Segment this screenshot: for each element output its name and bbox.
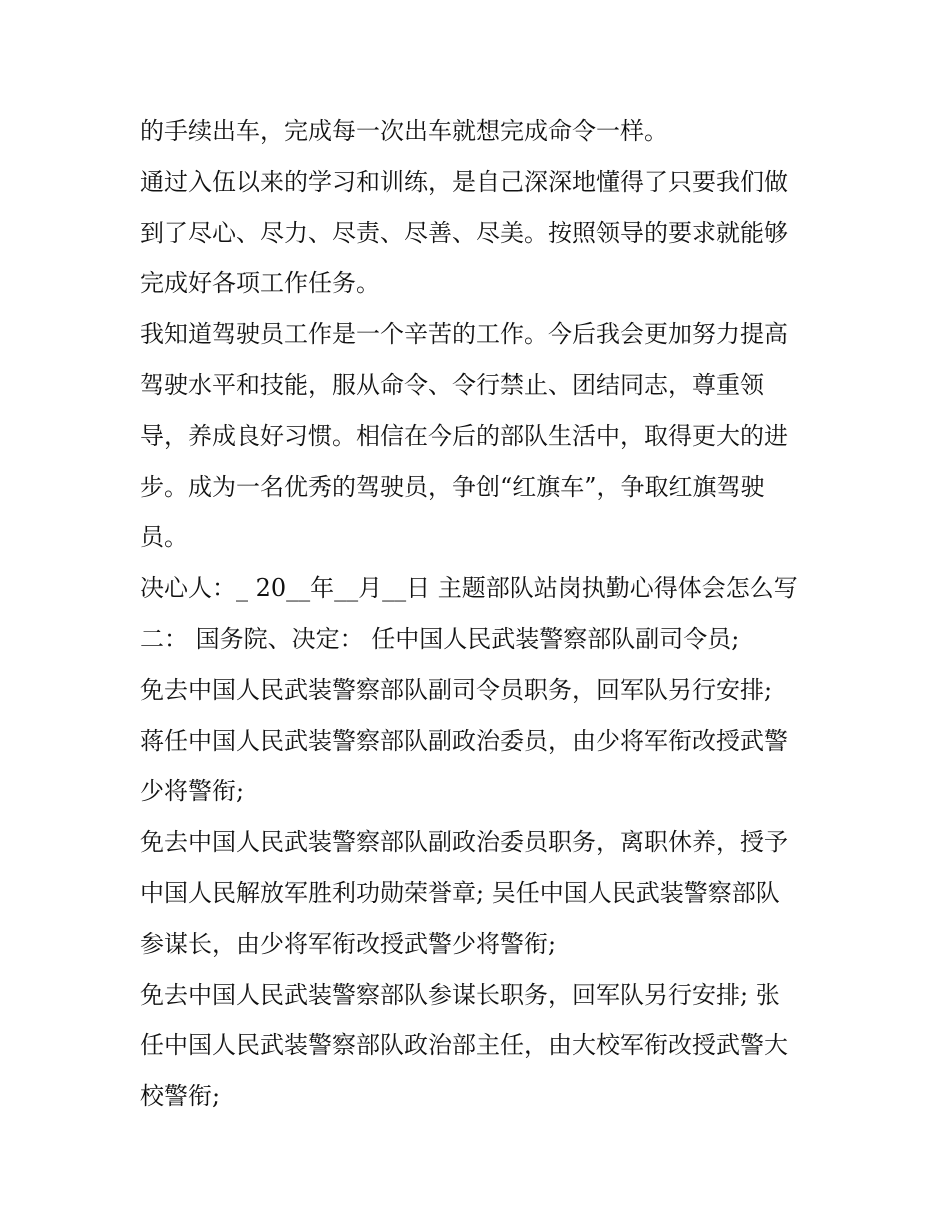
text-line: 少将警衔; <box>140 777 245 806</box>
text-line: 通过入伍以来的学习和训练，是自己深深地懂得了只要我们做 <box>140 167 788 196</box>
text-line: 二： 国务院、决定： 任中国人民武装警察部队副司令员; <box>140 624 740 653</box>
text-line: 员。 <box>140 523 188 552</box>
text-line: 导，养成良好习惯。相信在今后的部队生活中，取得更大的进 <box>140 421 788 450</box>
text-line: 校警衔; <box>140 1082 221 1111</box>
document-body <box>140 106 820 1122</box>
text-line: 的手续出车，完成每一次出车就想完成命令一样。 <box>140 117 668 145</box>
text-line: 免去中国人民武装警察部队副司令员职务，回军队另行安排; <box>140 675 773 704</box>
text-line: 完成好各项工作任务。 <box>140 269 380 298</box>
text-line: 我知道驾驶员工作是一个辛苦的工作。今后我会更加努力提高 <box>140 320 788 349</box>
text-line: 中国人民解放军胜利功勋荣誉章; 吴任中国人民武装警察部队 <box>140 878 780 907</box>
text-line: 任中国人民武装警察部队政治部主任，由大校军衔改授武警大 <box>140 1031 788 1060</box>
text-line: 到了尽心、尽力、尽责、尽善、尽美。按照领导的要求就能够 <box>140 218 788 247</box>
text-line: 参谋长，由少将军衔改授武警少将警衔; <box>140 929 557 958</box>
text-line: 蒋任中国人民武装警察部队副政治委员，由少将军衔改授武警 <box>140 726 788 755</box>
text-line: 免去中国人民武装警察部队参谋长职务，回军队另行安排; 张 <box>140 980 780 1009</box>
text-line: 步。成为一名优秀的驾驶员，争创“红旗车”，争取红旗驾驶 <box>140 472 765 501</box>
text-line: 决心人：_ 20__年__月__日 主题部队站岗执勤心得体会怎么写 <box>140 574 798 603</box>
text-line: 免去中国人民武装警察部队副政治委员职务，离职休养，授予 <box>140 828 788 857</box>
text-line: 驾驶水平和技能，服从命令、令行禁止、团结同志，尊重领 <box>140 370 764 399</box>
